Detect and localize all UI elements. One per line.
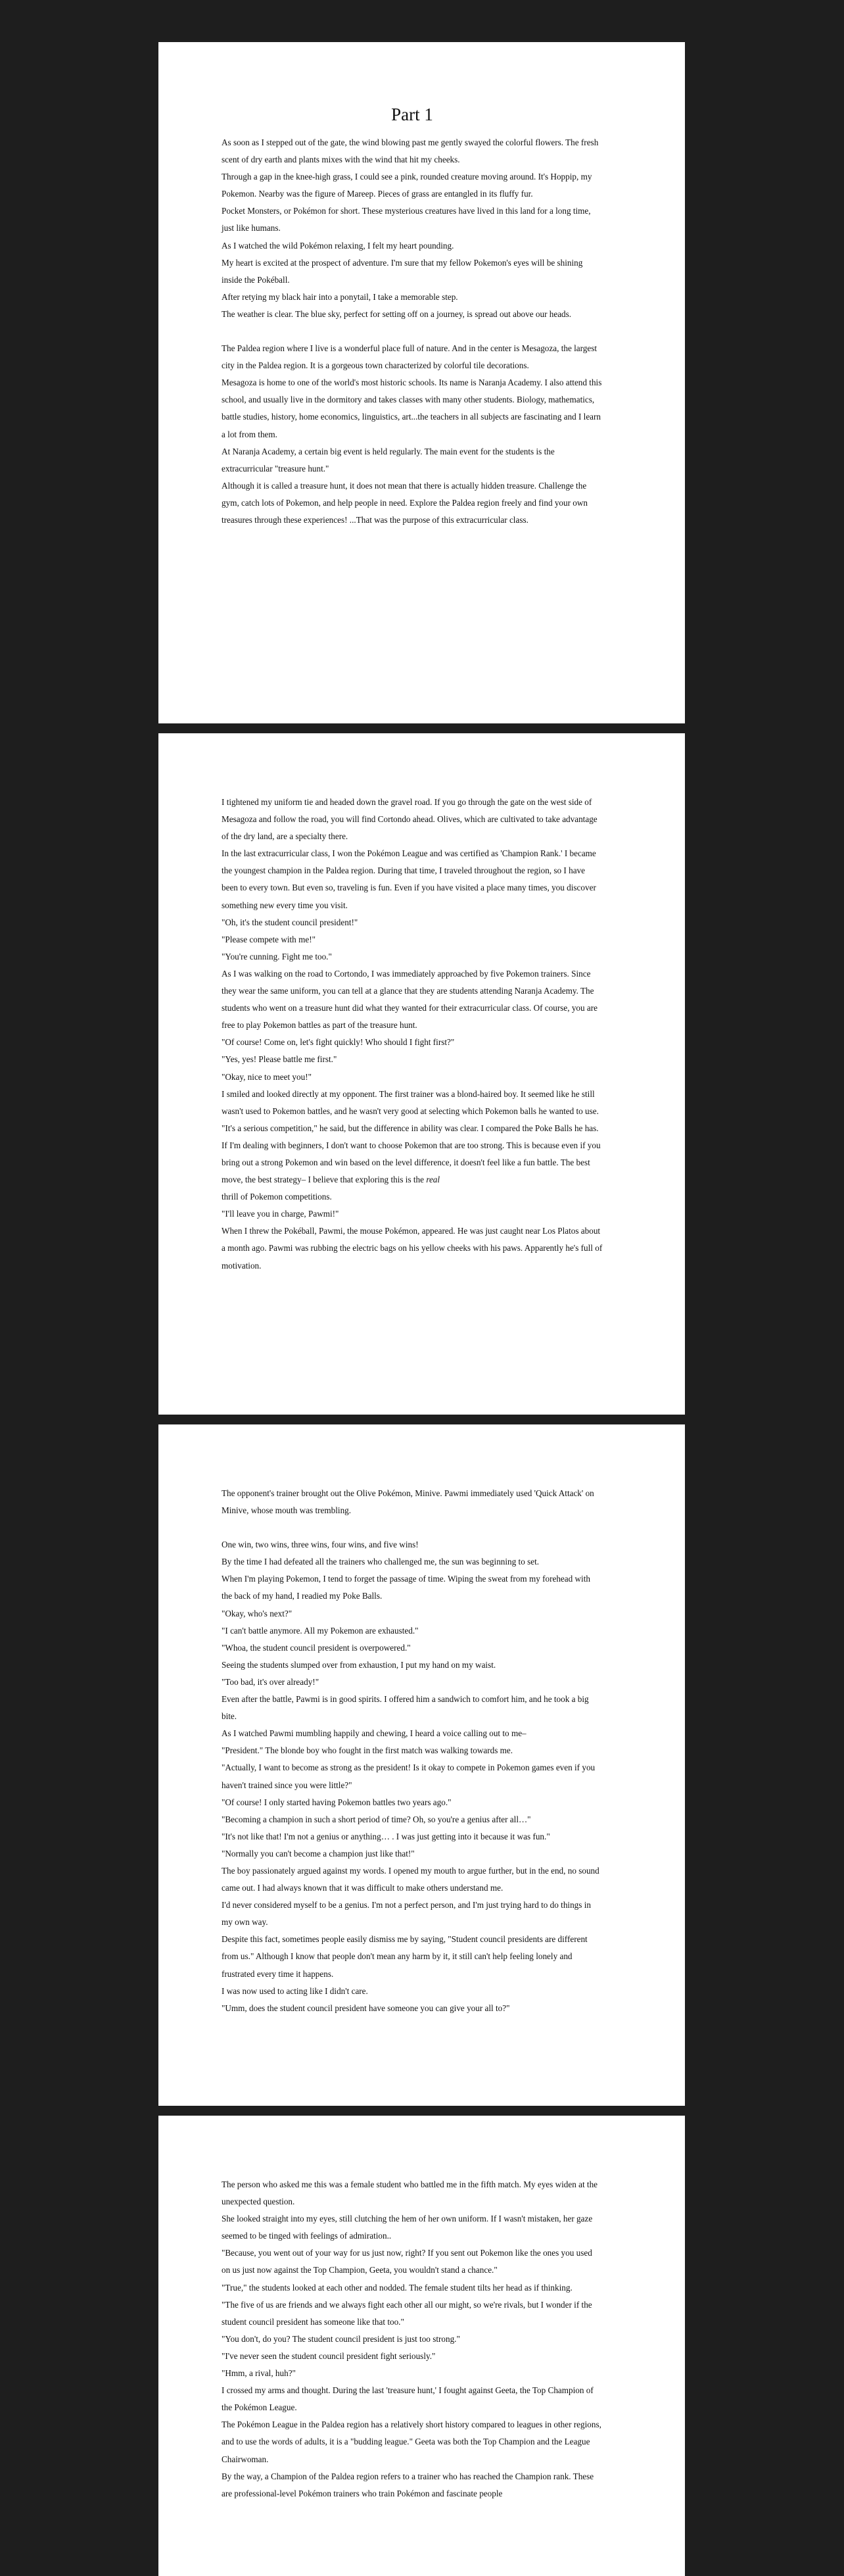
dialogue-line: "Oh, it's the student council president!"	[222, 917, 358, 927]
paragraph: As soon as I stepped out of the gate, the wind blowing past me gently swayed the colorful flowers. The fresh scent of dry earth and plants mixes with the wind that hit my cheeks.	[222, 137, 599, 165]
dialogue-line: "Normally you can't become a champion just like that!"	[222, 1848, 415, 1859]
dialogue-line: "Okay, nice to meet you!"	[222, 1071, 312, 1082]
dialogue-line: "I've never seen the student council president fight seriously."	[222, 2350, 436, 2361]
dialogue-line: "Hmm, a rival, huh?"	[222, 2368, 296, 2379]
dialogue-line: "You're cunning. Fight me too."	[222, 951, 332, 961]
paragraph: In the last extracurricular class, I won the Pokémon League and was certified as 'Champion Rank.' I became the youngest champion in the Paldea region. During that time, I traveled throughout the region, so I have been to every town. But even so, traveling is fun. Even if you have visited a place many times, you discover something new every time you visit.	[222, 848, 596, 910]
paragraph: "It's a serious competition," he said, but the difference in ability was clear. I compared the Poke Balls he has.	[222, 1123, 599, 1133]
dialogue-line: "You don't, do you? The student council president is just too strong."	[222, 2333, 460, 2344]
dialogue-line: "Please compete with me!"	[222, 934, 316, 944]
paragraph: When I threw the Pokéball, Pawmi, the mouse Pokémon, appeared. He was just caught near Los Platos about a month ago. Pawmi was rubbing the electric bags on his yellow cheeks with his paws. Apparently he's full of motivation.	[222, 1226, 603, 1271]
paragraph: The Paldea region where I live is a wonderful place full of nature. And in the center is Mesagoza, the largest city in the Paldea region. It is a gorgeous town characterized by colorful tile decorations.	[222, 343, 598, 371]
dialogue-line: "President." The blonde boy who fought in the first match was walking towards me.	[222, 1745, 513, 1756]
paragraph	[222, 1137, 603, 1205]
dialogue-line: "Because, you went out of your way for us just now, right? If you sent out Pokemon like the ones you used on us just now against the Top Champion, Geeta, you wouldn't stand a chance."	[222, 2248, 592, 2275]
paragraph-text: If I'm dealing with beginners, I don't want to choose Pokemon that are too strong. This is because even if you bring out a strong Pokemon and win based on the level difference, it doesn't feel like a fun battle. The best move, the best strategy– I believe that exploring this is the	[222, 1140, 601, 1185]
dialogue-line: "Of course! I only started having Pokemon battles two years ago."	[222, 1797, 452, 1807]
paragraph: After retying my black hair into a ponytail, I take a memorable step.	[222, 291, 458, 302]
paragraph: The boy passionately argued against my words. I opened my mouth to argue further, but in the end, no sound came out. I had always known that it was difficult to make others understand me.	[222, 1865, 599, 1893]
paragraph: Pocket Monsters, or Pokémon for short. These mysterious creatures have lived in this land for a long time, just like humans.	[222, 206, 591, 233]
dialogue-line: "It's not like that! I'm not a genius or anything… . I was just getting into it because it was fun."	[222, 1831, 550, 1841]
paragraph: Despite this fact, sometimes people easily dismiss me by saying, "Student council presidents are different from us." Although I know that people don't mean any harm by it, it still can't help feeling lonely and frustrated every time it happens.	[222, 1934, 588, 1979]
paragraph: As I watched Pawmi mumbling happily and chewing, I heard a voice calling out to me–	[222, 1728, 527, 1739]
document-page-2	[158, 733, 685, 1415]
dialogue-line: "I'll leave you in charge, Pawmi!"	[222, 1209, 339, 1219]
paragraph: Seeing the students slumped over from exhaustion, I put my hand on my waist.	[222, 1659, 496, 1670]
paragraph: I crossed my arms and thought. During the last 'treasure hunt,' I fought against Geeta, the Top Champion of the Pokémon League.	[222, 2385, 594, 2413]
dialogue-line: "The five of us are friends and we always fight each other all our might, so we're rivals, but I wonder if the student council president has someone like that too."	[222, 2299, 592, 2327]
paragraph: My heart is excited at the prospect of adventure. I'm sure that my fellow Pokemon's eyes will be shining inside the Pokéball.	[222, 257, 583, 285]
paragraph: I was now used to acting like I didn't care.	[222, 1985, 368, 1996]
document-page-3	[158, 1424, 685, 2106]
paragraph: At Naranja Academy, a certain big event is held regularly. The main event for the students is the extracurricular "treasure hunt."	[222, 446, 555, 474]
dialogue-line: "I can't battle anymore. All my Pokemon are exhausted."	[222, 1625, 419, 1636]
paragraph: I'd never considered myself to be a genius. I'm not a perfect person, and I'm just trying hard to do things in my own way.	[222, 1900, 591, 1928]
paragraph: When I'm playing Pokemon, I tend to forget the passage of time. Wiping the sweat from my forehead with the back of my hand, I readied my Poke Balls.	[222, 1574, 590, 1601]
paragraph: "True," the students looked at each other and nodded. The female student tilts her head as if thinking.	[222, 2282, 573, 2293]
document-page-1	[158, 42, 685, 723]
chapter-title: Part 1	[391, 105, 433, 124]
dialogue-line: "Becoming a champion in such a short period of time? Oh, so you're a genius after all…"	[222, 1814, 531, 1824]
paragraph: Mesagoza is home to one of the world's most historic schools. Its name is Naranja Academy. I also attend this school, and usually live in the dormitory and takes classes with many other students. Biology, mathematics, battle studies, history, home economics, linguistics, art...the teachers in all subjects are fascinating and I learn a lot from them.	[222, 377, 602, 439]
paragraph: The weather is clear. The blue sky, perfect for setting off on a journey, is spread out above our heads.	[222, 308, 572, 319]
paragraph: The person who asked me this was a female student who battled me in the fifth match. My eyes widen at the unexpected question.	[222, 2179, 598, 2207]
paragraph: She looked straight into my eyes, still clutching the hem of her own uniform. If I wasn't mistaken, her gaze seemed to be tinged with feelings of admiration..	[222, 2214, 593, 2241]
dialogue-line: "Yes, yes! Please battle me first."	[222, 1054, 337, 1065]
paragraph: As I watched the wild Pokémon relaxing, I felt my heart pounding.	[222, 240, 454, 251]
document-page-4	[158, 2116, 685, 2576]
paragraph: Even after the battle, Pawmi is in good spirits. I offered him a sandwich to comfort him, and he took a big bite.	[222, 1694, 589, 1722]
dialogue-line: "Too bad, it's over already!"	[222, 1676, 319, 1687]
paragraph: I tightened my uniform tie and headed down the gravel road. If you go through the gate on the west side of Mesagoza and follow the road, you will find Cortondo ahead. Olives, which are cultivated to take advantage of the dry land, are a specialty there.	[222, 797, 598, 842]
paragraph: I smiled and looked directly at my opponent. The first trainer was a blond-haired boy. It seemed like he still wasn't used to Pokemon battles, and he wasn't very good at selecting which Pokemon balls he wanted to use.	[222, 1088, 599, 1116]
paragraph: By the time I had defeated all the trainers who challenged me, the sun was beginning to set.	[222, 1557, 540, 1567]
dialogue-line: "Okay, who's next?"	[222, 1608, 293, 1618]
paragraph: As I was walking on the road to Cortondo, I was immediately approached by five Pokemon trainers. Since they wear the same uniform, you can tell at a glance that they are students attending Naranja Academy. The students who went on a treasure hunt did what they wanted for their extracurricular class. Of course, you are free to play Pokemon battles as part of the treasure hunt.	[222, 968, 598, 1031]
emphasis-word: real	[426, 1175, 440, 1185]
paragraph-text: thrill of Pokemon competitions.	[222, 1192, 332, 1202]
paragraph: By the way, a Champion of the Paldea region refers to a trainer who has reached the Champion rank. These are professional-level Pokémon trainers who train Pokémon and fascinate people	[222, 2471, 594, 2498]
dialogue-line: "Of course! Come on, let's fight quickly! Who should I fight first?"	[222, 1037, 455, 1048]
paragraph: Through a gap in the knee-high grass, I could see a pink, rounded creature moving around. It's Hoppip, my Pokemon. Nearby was the figure of Mareep. Pieces of grass are entangled in its fluffy fur.	[222, 172, 592, 199]
paragraph: One win, two wins, three wins, four wins, and five wins!	[222, 1540, 419, 1550]
paragraph: Although it is called a treasure hunt, it does not mean that there is actually hidden treasure. Challenge the gym, catch lots of Pokemon, and help people in need. Explore the Paldea region freely and find your own treasures through these experiences! ...That was the purpose of this extracurricular class.	[222, 480, 588, 525]
dialogue-line: "Whoa, the student council president is overpowered."	[222, 1642, 411, 1653]
paragraph: The Pokémon League in the Paldea region has a relatively short history compared to leagues in other regions, and to use the words of adults, it is a "budding league." Geeta was both the Top Champion and the League Chairwoman.	[222, 2419, 601, 2464]
dialogue-line: "Actually, I want to become as strong as the president! Is it okay to compete in Pokemon games even if you haven't trained since you were little?"	[222, 1762, 596, 1790]
paragraph: The opponent's trainer brought out the Olive Pokémon, Minive. Pawmi immediately used 'Quick Attack' on Minive, whose mouth was trembling.	[222, 1488, 594, 1516]
dialogue-line: "Umm, does the student council president have someone you can give your all to?"	[222, 2003, 510, 2013]
